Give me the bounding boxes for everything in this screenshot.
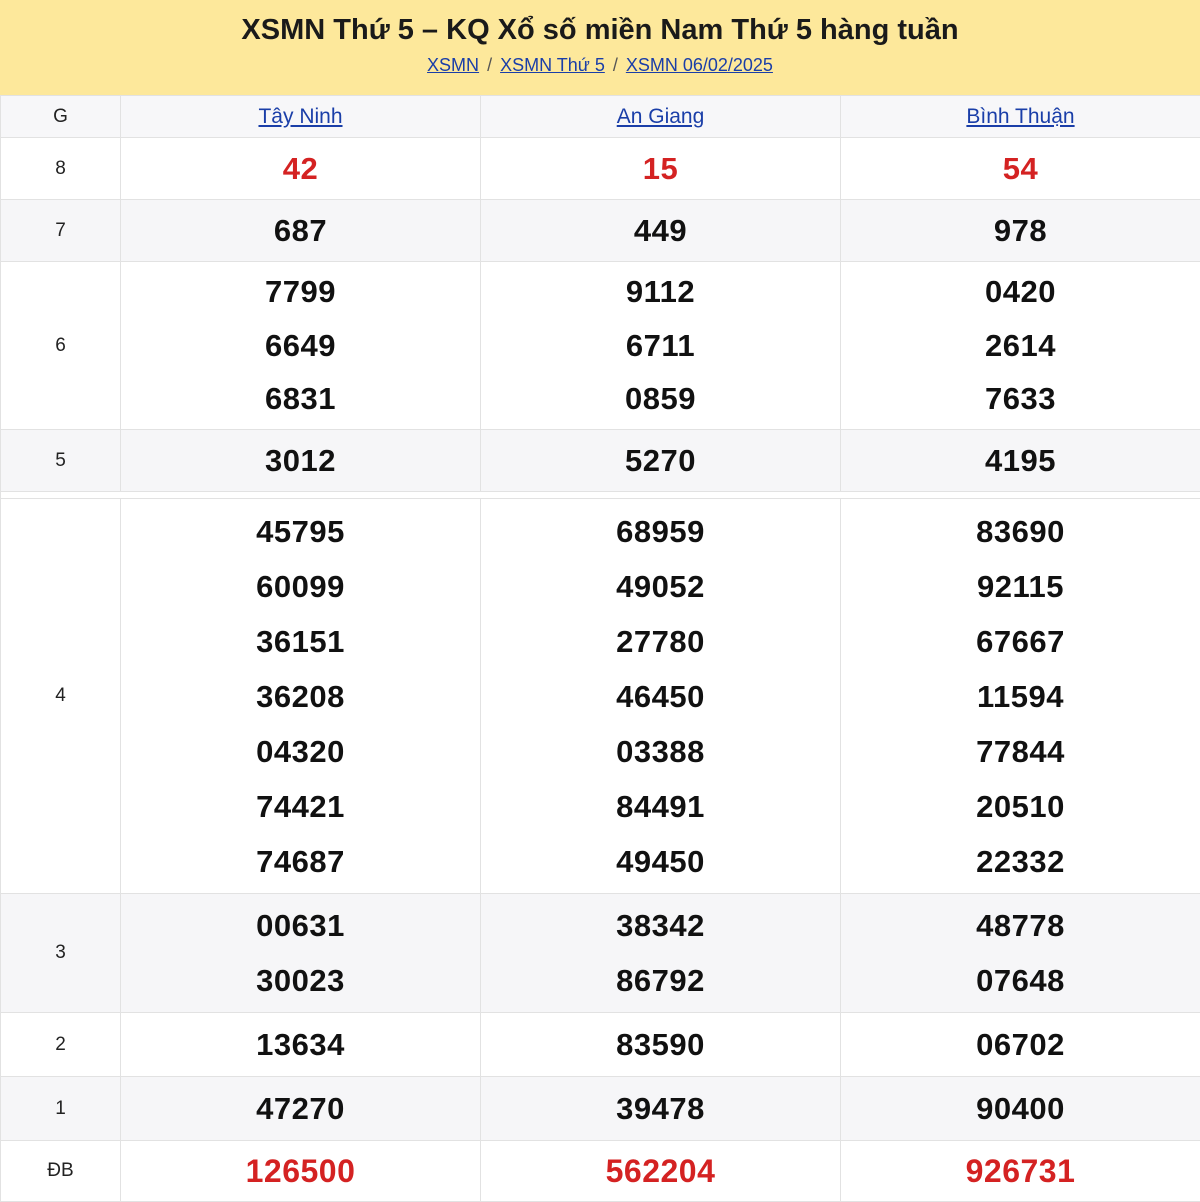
result-cell <box>481 138 841 200</box>
result-number: 36208 <box>121 669 480 724</box>
result-cell <box>841 499 1200 894</box>
result-number: 90400 <box>841 1091 1200 1127</box>
prize-column-header: G <box>1 96 121 138</box>
result-number: 15 <box>481 151 840 187</box>
result-number: 60099 <box>121 559 480 614</box>
result-number: 92115 <box>841 559 1200 614</box>
breadcrumb-link-xsmn-date[interactable]: XSMN 06/02/2025 <box>626 55 773 75</box>
result-number: 49450 <box>481 834 840 889</box>
prize-label: 4 <box>1 499 121 894</box>
province-header <box>121 96 481 138</box>
breadcrumb-separator: / <box>613 55 618 75</box>
result-number: 5270 <box>481 443 840 479</box>
prize-row-8 <box>1 138 1200 200</box>
prize-label: 7 <box>1 200 121 262</box>
result-cell <box>481 430 841 492</box>
prize-row-special <box>1 1141 1200 1202</box>
result-number: 83690 <box>841 504 1200 559</box>
result-number: 2614 <box>841 319 1200 373</box>
prize-label: 2 <box>1 1013 121 1077</box>
result-cell <box>841 138 1200 200</box>
result-number: 45795 <box>121 504 480 559</box>
result-number: 03388 <box>481 724 840 779</box>
result-cell <box>481 1013 841 1077</box>
result-cell <box>481 499 841 894</box>
province-header <box>481 96 841 138</box>
result-cell <box>481 1077 841 1141</box>
result-number: 978 <box>841 213 1200 249</box>
result-number: 38342 <box>481 898 840 953</box>
prize-row-4 <box>1 499 1200 894</box>
prize-row-1 <box>1 1077 1200 1141</box>
prize-label: 8 <box>1 138 121 200</box>
result-number: 30023 <box>121 953 480 1008</box>
row-divider <box>1 492 1200 499</box>
result-number: 7799 <box>121 265 480 319</box>
result-number: 48778 <box>841 898 1200 953</box>
breadcrumb-link-xsmn-thu5[interactable]: XSMN Thứ 5 <box>500 55 605 75</box>
result-number: 42 <box>121 151 480 187</box>
divider-cell <box>1 492 1200 499</box>
results-table <box>0 95 1200 1202</box>
result-number: 9112 <box>481 265 840 319</box>
result-cell <box>841 262 1200 430</box>
result-cell <box>841 894 1200 1013</box>
result-number: 47270 <box>121 1091 480 1127</box>
province-header <box>841 96 1200 138</box>
result-cell <box>481 262 841 430</box>
result-number: 07648 <box>841 953 1200 1008</box>
result-number: 54 <box>841 151 1200 187</box>
province-link-binh-thuan[interactable]: Bình Thuận <box>966 105 1074 128</box>
result-cell <box>841 1013 1200 1077</box>
result-cell <box>481 894 841 1013</box>
result-cell <box>841 1141 1200 1202</box>
prize-label: 6 <box>1 262 121 430</box>
result-cell <box>121 200 481 262</box>
prize-label: 3 <box>1 894 121 1013</box>
result-number: 74421 <box>121 779 480 834</box>
prize-label: 1 <box>1 1077 121 1141</box>
result-number: 27780 <box>481 614 840 669</box>
page-header <box>0 0 1200 95</box>
result-number: 04320 <box>121 724 480 779</box>
result-number: 0859 <box>481 372 840 426</box>
breadcrumb-link-xsmn[interactable]: XSMN <box>427 55 479 75</box>
prize-label: 5 <box>1 430 121 492</box>
result-cell <box>121 1013 481 1077</box>
result-cell <box>841 1077 1200 1141</box>
result-number: 22332 <box>841 834 1200 889</box>
result-cell <box>121 1141 481 1202</box>
result-number: 83590 <box>481 1027 840 1063</box>
result-number: 13634 <box>121 1027 480 1063</box>
result-number: 84491 <box>481 779 840 834</box>
prize-row-5 <box>1 430 1200 492</box>
result-number: 687 <box>121 213 480 249</box>
result-number: 77844 <box>841 724 1200 779</box>
result-cell <box>481 1141 841 1202</box>
result-cell <box>121 262 481 430</box>
result-number: 6711 <box>481 319 840 373</box>
result-number: 449 <box>481 213 840 249</box>
result-number: 3012 <box>121 443 480 479</box>
result-number: 00631 <box>121 898 480 953</box>
result-number: 86792 <box>481 953 840 1008</box>
breadcrumb <box>0 54 1200 76</box>
province-link-an-giang[interactable]: An Giang <box>617 105 705 128</box>
result-cell <box>121 499 481 894</box>
result-number: 49052 <box>481 559 840 614</box>
result-number: 36151 <box>121 614 480 669</box>
prize-label: ĐB <box>1 1141 121 1202</box>
prize-row-7 <box>1 200 1200 262</box>
result-cell <box>841 430 1200 492</box>
result-number: 67667 <box>841 614 1200 669</box>
result-number: 6831 <box>121 372 480 426</box>
result-number: 46450 <box>481 669 840 724</box>
result-number: 20510 <box>841 779 1200 834</box>
breadcrumb-separator: / <box>487 55 492 75</box>
result-cell <box>841 200 1200 262</box>
result-number: 6649 <box>121 319 480 373</box>
special-prize-number: 562204 <box>481 1153 840 1190</box>
result-number: 39478 <box>481 1091 840 1127</box>
province-link-tay-ninh[interactable]: Tây Ninh <box>258 105 342 128</box>
result-number: 11594 <box>841 669 1200 724</box>
result-number: 74687 <box>121 834 480 889</box>
result-number: 06702 <box>841 1027 1200 1063</box>
result-cell <box>121 138 481 200</box>
special-prize-number: 126500 <box>121 1153 480 1190</box>
result-number: 68959 <box>481 504 840 559</box>
page-title: XSMN Thứ 5 – KQ Xổ số miền Nam Thứ 5 hàng tuần <box>0 12 1200 48</box>
result-cell <box>481 200 841 262</box>
result-number: 4195 <box>841 443 1200 479</box>
result-cell <box>121 1077 481 1141</box>
special-prize-number: 926731 <box>841 1153 1200 1190</box>
result-number: 7633 <box>841 372 1200 426</box>
prize-row-2 <box>1 1013 1200 1077</box>
result-cell <box>121 894 481 1013</box>
result-cell <box>121 430 481 492</box>
prize-row-3 <box>1 894 1200 1013</box>
prize-row-6 <box>1 262 1200 430</box>
result-number: 0420 <box>841 265 1200 319</box>
table-header-row <box>1 96 1200 138</box>
